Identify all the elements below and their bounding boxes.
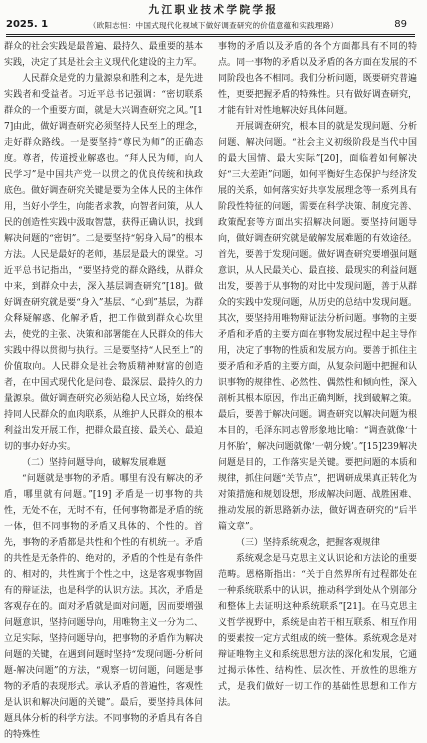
page-number: 89 [394,19,407,30]
journal-title: 九江职业技术学院学报 [148,4,279,16]
left-column [4,39,203,740]
header-rule-thin [6,36,415,37]
paragraph: 开展调查研究，根本目的就是发现问题、分析问题、解决问题。“社会主义初级阶段是当代中国的最大国情、最大实际”[20]，面临着如何解决好“三大差距”问题，如何平衡好生态保护与经济发展的关系，如何落实好共享发展理念等一系列具有阶段性特征的问题，需要在科学决策、制度完善、政策配套等方面出实招解决问题。要坚持问题导向，做好调查研究就是破解发展难题的有效途径。首先，要善于发现问题。做好调查研究要增强问题意识，从人民最关心、最直接、最现实的利益问题出发，要善于从事物的对比中发现问题，善于从群众的实践中发现问题，从历史的总结中发现问题。其次，要坚持用唯物辩证法分析问题。事物的主要矛盾和矛盾的主要方面在事物发展过程中起主导作用，决定了事物的性质和发展方向。要善于抓住主要矛盾和矛盾的主要方面，从复杂问题中把握和认识事物的规律性、必然性、偶然性和倾向性，深入剖析其根本原因，作出正确判断，找到破解之策。最后，要善于解决问题。调查研究以解决问题为根本目的，毛泽东同志曾形象地比喻：“调查就像‘十月怀胎’，解决问题就像‘一朝分娩’。”[15]239解决问题是目的，工作落实是关键。要把问题的本质和规律，抓住问题“关节点”，把调研成果真正转化为对策措施和规划设想，形成解决问题、战胜困难、推动发展的新思路新办法，做好调查研究的“后半篇文章”。 [218,122,417,532]
header-rule [6,34,415,35]
paragraph: 事物的矛盾以及矛盾的各个方面都具有不同的特点。同一事物的矛盾以及矛盾的各方面在发展的不同阶段也各不相同。我们分析问题，既要研究普遍性，更要把握矛盾的特殊性。只有做好调查研究，才能有针对性地解决好具体问题。 [218,42,417,116]
paragraph: 群众的社会实践是最普遍、最持久、最重要的基本实践，决定了其是社会主义现代化建设的主力军。 [4,42,203,68]
section-heading: （三）坚持系统观念，把握客观规律 [236,538,381,548]
page-header [0,0,427,40]
paragraph: 系统观念是马克思主义认识论和方法论的重要范畴。恩格斯指出：“关于自然界所有过程都处在一种系统联系中的认识，推动科学到处从个别部分和整体上去证明这种系统联系”[21]。在马克思主义哲学视野中，系统是由若干相互联系、相互作用的要素按一定方式组成的统一整体。系统观念是对辩证唯物主义和系统思想方法的深化和发展，它通过揭示体性、结构性、层次性、开放性的思维方式，是我们做好一切工作的基础性思想和工作方法。 [218,554,417,708]
paragraph: 人民群众是党的力量源泉和胜利之本，是先进实践者和受益者。习近平总书记强调：“密切联系群众的一个重要方面，就是大兴调查研究之风。”[17]由此，做好调查研究必须坚持人民至上的理念，走好群众路线。一是要坚持“尊民为师”的正确态度。尊者，传道授业解惑也。“拜人民为师，向人民学习”是中国共产党一以贯之的优良传统和执政底色。做好调查研究关键是要为全体人民的主体作用，当好小学生，向能者求教，向智者问策，从人民的创造性实践中汲取智慧，获得正确认识，找到解决问题的“密钥”。二是要坚持“躬身入局”的根本方法。人民是最好的老师，基层是最大的课堂。习近平总书记指出，“要坚持党的群众路线，从群众中来，到群众中去，深入基层调查研究”[18]。做好调查研究就是要“身入”基层、“心到”基层，为群众释疑解惑、化解矛盾，把工作做到群众心坎里去，使党的主张、决策和部署能在人民群众的伟大实践中得以贯彻与执行。三是要坚持“人民至上”的价值取向。人民群众是社会物质精神财富的创造者，在中国式现代化是问卷、最深层、最持久的力量源泉。做好调查研究必须站稳人民立场，始终保持同人民群众的血肉联系，从维护人民群众的根本利益出发开展工作，把群众最直接、最关心、最迫切的事办好办实。 [4,74,203,452]
right-column [218,39,417,708]
issue-number: 2025. 1 [6,19,49,30]
running-title: （欧阳志恒：中国式现代化视域下做好调查研究的价值意蕴和实践理路） [88,21,339,30]
paragraph: “问题就是事物的矛盾。哪里有没有解决的矛盾，哪里就有问题。”[19] 矛盾是一切事物的共性，无处不在，无时不有，任何事物都是矛盾的统一体，但不同事物的矛盾又具体的、个性的。首先，事物的矛盾都是共性和个性的有机统一。矛盾的共性是无条件的、绝对的，矛盾的个性是有条件的、相对的，共性寓于个性之中，这是客观事物固有的辩证法，也是科学的认识方法。其次，矛盾是客观存在的。面对矛盾就是面对问题，因而要增强问题意识，坚持问题导向，用唯物主义一分为二、立足实际，坚持问题导向，把事物的矛盾作为解决问题的关键，在遇到问题时坚持“发现问题-分析问题-解决问题”的方法，“观察一切问题，问题是事物的矛盾的表现形式。承认矛盾的普遍性，客观性是认识和解决问题的关键”。最后，要坚持具体问题具体分析的科学方法。不同事物的矛盾具有各自的特殊性 [4,474,203,740]
section-heading: （二）坚持问题导向，破解发展难题 [22,458,167,468]
